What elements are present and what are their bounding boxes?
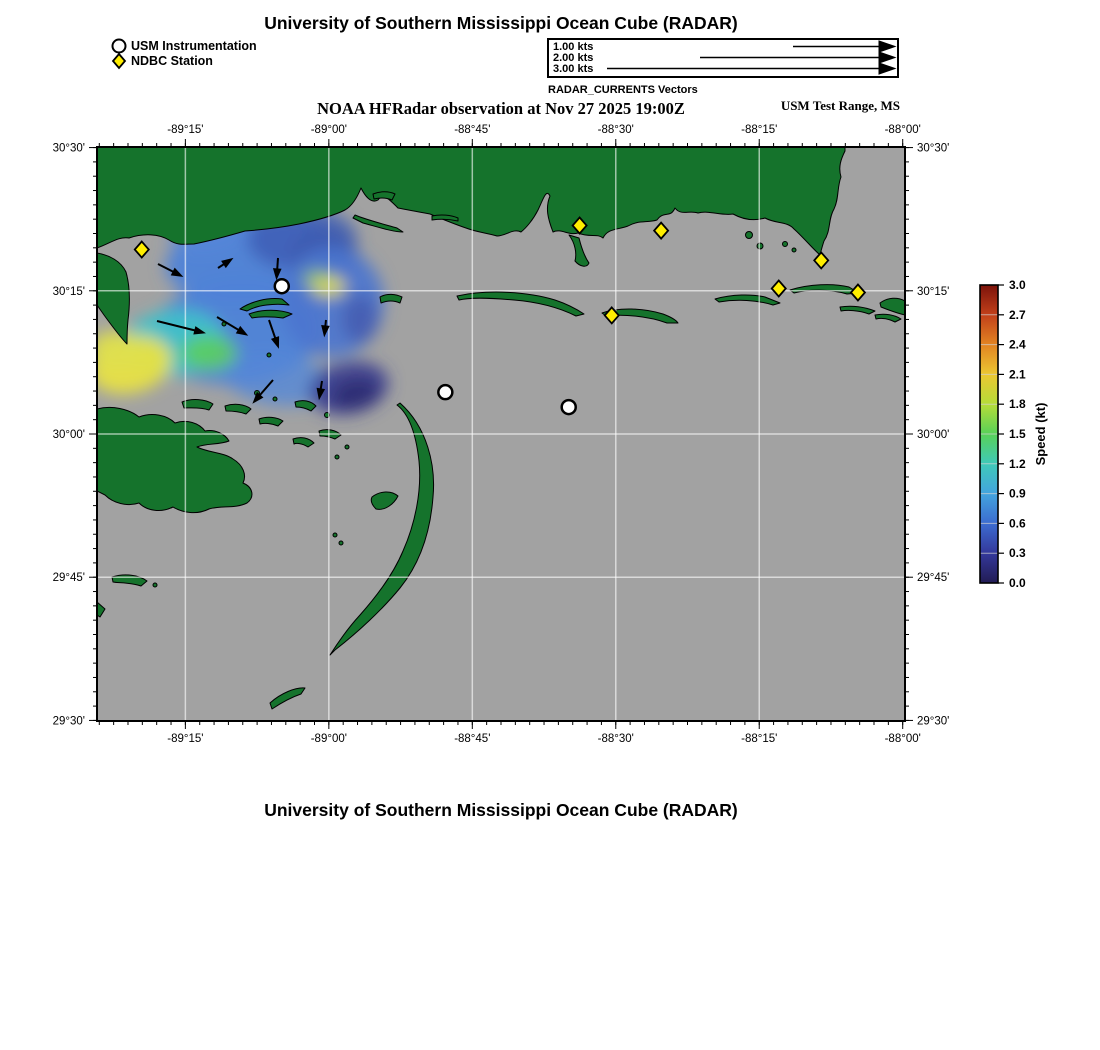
- footer-title: University of Southern Mississippi Ocean Cube (RADAR): [264, 800, 738, 820]
- observation-subtitle: NOAA HFRadar observation at Nov 27 2025 19:00Z: [317, 99, 685, 118]
- ndbc-diamond-marker-icon: [110, 52, 128, 70]
- figure-title: University of Southern Mississippi Ocean Cube (RADAR): [264, 13, 738, 33]
- lat-tick-label: 30°15': [917, 285, 950, 298]
- lon-tick-label: -88°00': [884, 733, 921, 745]
- colorbar-tick-label: 0.3: [1009, 546, 1026, 561]
- lon-tick-label: -89°00': [310, 124, 347, 136]
- lat-tick-label: 29°45': [52, 572, 85, 585]
- colorbar-tick-label: 1.5: [1009, 427, 1026, 441]
- colorbar-tick-label: 1.8: [1009, 397, 1026, 412]
- colorbar-tick-label: 2.1: [1009, 367, 1026, 382]
- lat-tick-label: 30°30': [52, 142, 85, 155]
- vector-scale-entry: 2.00 kts: [553, 51, 594, 64]
- lat-tick-label: 30°15': [52, 285, 85, 298]
- colorbar: [980, 278, 1048, 590]
- lon-tick-label: -89°15': [167, 124, 204, 136]
- lon-tick-label: -88°15': [741, 733, 778, 745]
- colorbar-tick-label: 0.0: [1009, 576, 1026, 590]
- lon-tick-label: -88°45': [454, 124, 491, 136]
- lat-tick-label: 30°00': [52, 429, 85, 441]
- lat-tick-label: 29°30': [52, 715, 85, 728]
- vector-scale-entry: 3.00 kts: [553, 62, 594, 75]
- lon-tick-label: -89°15': [167, 733, 204, 745]
- lon-tick-label: -88°15': [741, 124, 778, 136]
- colorbar-tick-label: 3.0: [1009, 278, 1026, 292]
- lon-tick-label: -88°00': [884, 124, 921, 136]
- lon-tick-label: -88°30': [597, 733, 634, 745]
- usm-station-marker: [562, 400, 576, 414]
- lon-tick-label: -88°30': [597, 124, 634, 136]
- region-label: USM Test Range, MS: [780, 98, 900, 113]
- colorbar-tick-label: 2.4: [1009, 337, 1026, 352]
- legend-item-ndbc: [110, 52, 213, 70]
- colorbar-tick-label: 0.6: [1009, 516, 1026, 531]
- lat-tick-label: 30°30': [917, 142, 950, 155]
- legend-label-usm: USM Instrumentation: [131, 38, 257, 53]
- lon-tick-label: -88°45': [454, 733, 491, 745]
- usm-station-marker: [275, 279, 289, 293]
- vector-scale-entry: 1.00 kts: [553, 40, 594, 53]
- vector-scale-box: [547, 38, 899, 78]
- colorbar-tick-label: 1.2: [1009, 456, 1026, 471]
- lon-tick-label: -89°00': [310, 733, 347, 745]
- colorbar-tick-label: 0.9: [1009, 486, 1026, 501]
- lat-tick-label: 29°30': [917, 715, 950, 728]
- colorbar-tick-label: 2.7: [1009, 307, 1026, 322]
- lat-tick-label: 29°45': [917, 572, 950, 585]
- usm-station-marker: [438, 385, 452, 399]
- vector-scale-caption: RADAR_CURRENTS Vectors: [548, 84, 698, 96]
- legend-label-ndbc: NDBC Station: [131, 53, 213, 68]
- colorbar-title: Speed (kt): [1033, 402, 1048, 466]
- lat-tick-label: 30°00': [917, 429, 950, 441]
